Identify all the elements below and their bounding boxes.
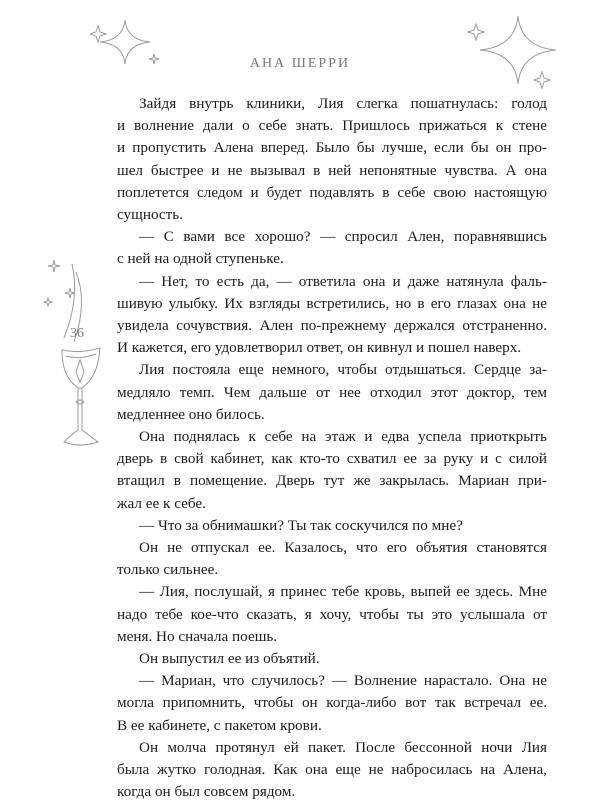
text-line: — Мариан, что случилось? — Волнение нарастало. Она не <box>139 672 547 690</box>
text-line: когда он был совсем рядом. <box>117 783 296 801</box>
text-line: и волнение дали о себе знать. Пришлось прижаться к стене <box>117 117 547 135</box>
text-line: Он не отпускал ее. Казалось, что его объятия становятся <box>139 539 547 557</box>
text-line: сущность. <box>117 206 184 224</box>
paragraph <box>117 93 547 226</box>
sparkle-ornament-top-right <box>462 14 562 94</box>
text-line: В ее кабинете, с пакетом крови. <box>117 716 322 734</box>
text-line: — С вами все хорошо? — спросил Ален, поравнявшись <box>139 228 547 246</box>
paragraph <box>117 670 547 737</box>
text-line: Зайдя внутрь клиники, Лия слегка пошатнулась: голод <box>139 95 547 112</box>
text-line: медленнее оно билось. <box>117 405 265 423</box>
text-line: втащил в помещение. Дверь тут же закрылась. Мариан при- <box>117 472 547 490</box>
paragraph <box>117 359 547 426</box>
text-line: шел быстрее и не вызывал в ней непонятные чувства. А она <box>117 161 547 179</box>
text-line: дверь в свой кабинет, как кто-то схватил ее за руку и с силой <box>117 450 547 468</box>
text-line: — Нет, то есть да, — ответила она и даже натянула фаль- <box>139 272 547 290</box>
text-line: Лия постояла еще немного, чтобы отдышаться. Сердце за- <box>139 361 547 379</box>
page-number: 36 <box>70 326 84 341</box>
text-line: и пропустить Алена вперед. Было бы лучше, если бы он про- <box>117 139 547 157</box>
paragraph <box>117 537 547 581</box>
text-line: Он выпустил ее из объятий. <box>139 650 320 668</box>
text-line: медляло темп. Чем дальше от нее отходил этот доктор, тем <box>117 383 547 401</box>
text-line: И кажется, его удовлетворил ответ, он кивнул и пошел наверх. <box>117 339 522 357</box>
paragraph <box>117 226 547 270</box>
text-line: была жутко голодная. Как она еще не набросилась на Алена, <box>117 761 547 779</box>
text-line: Он молча протянул ей пакет. После бессонной ночи Лия <box>139 738 547 756</box>
goblet-ornament <box>40 258 120 468</box>
text-line: увидела сочувствия. Ален по-прежнему держался отстраненно. <box>117 317 547 335</box>
paragraph <box>117 737 547 804</box>
paragraph <box>117 515 547 537</box>
paragraph <box>117 581 547 648</box>
text-line: Она поднялась к себе на этаж и едва успела приоткрыть <box>139 428 547 446</box>
text-line: с ней на одной ступеньке. <box>117 250 284 268</box>
text-line: только сильнее. <box>117 561 219 579</box>
body-text <box>117 93 547 804</box>
text-line: поплетется следом и будет подавлять в себе свою настоящую <box>117 183 547 201</box>
text-line: могла припомнить, чтобы он когда-либо вот так встречал ее. <box>117 694 547 712</box>
text-line: надо тебе кое-что сказать, я хочу, чтобы ты это услышала от <box>117 605 547 623</box>
paragraph <box>117 426 547 515</box>
text-line: — Лия, послушай, я принес тебе кровь, выпей ее здесь. Мне <box>139 583 547 601</box>
paragraph <box>117 271 547 360</box>
running-title: АНА ШЕРРИ <box>249 56 351 71</box>
text-line: жал ее к себе. <box>117 494 206 512</box>
paragraph <box>117 648 547 670</box>
text-line: шивую улыбку. Их взгляды встретились, но в его глазах она не <box>117 294 547 312</box>
text-line: — Что за обнимашки? Ты так соскучился по мне? <box>139 516 463 534</box>
text-line: меня. Но сначала поешь. <box>117 627 278 645</box>
